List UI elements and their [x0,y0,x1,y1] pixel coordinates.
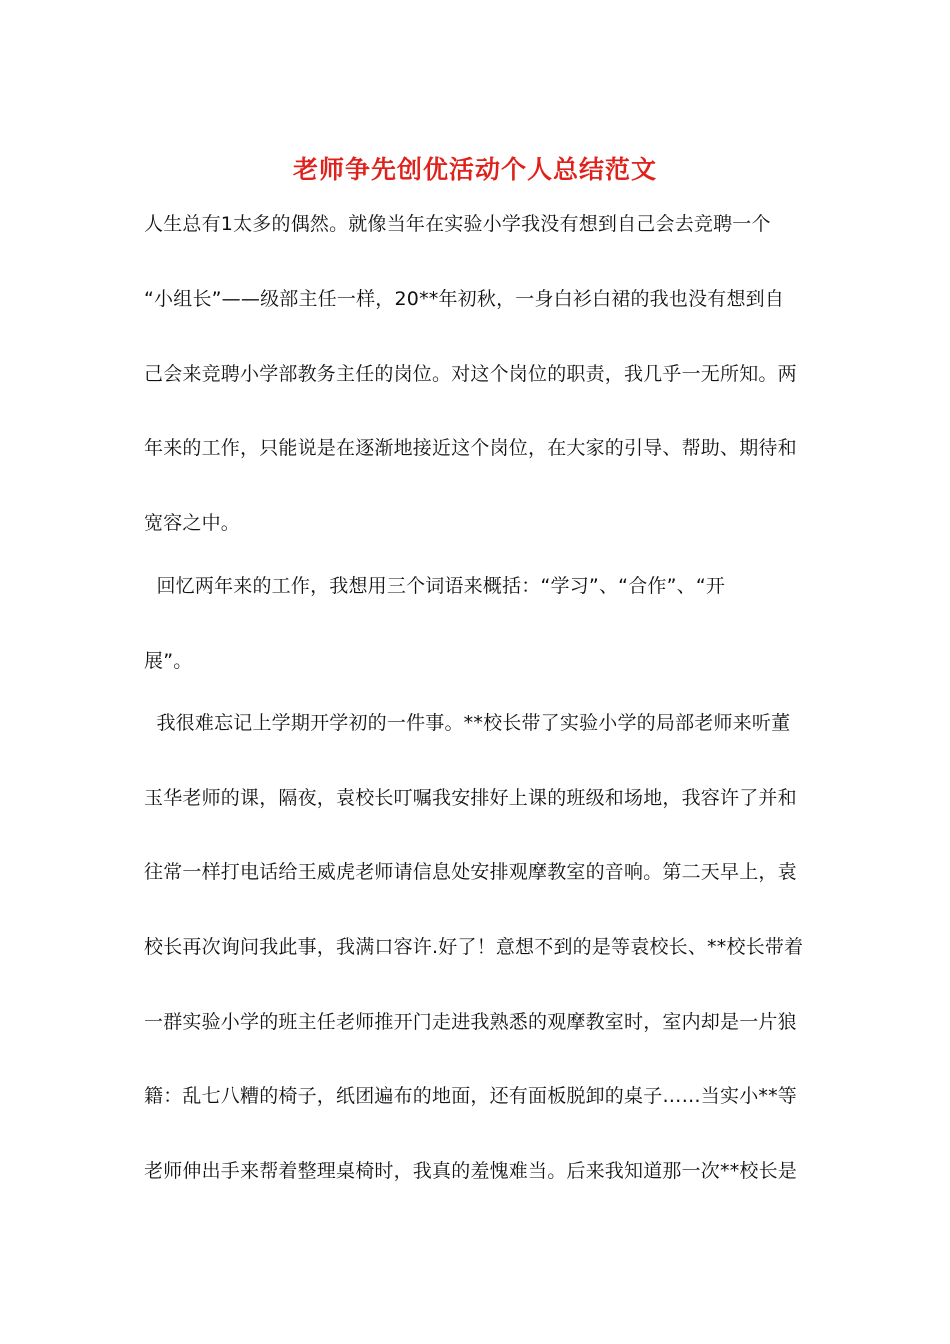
paragraph-line: 宽容之中。 [144,512,241,534]
paragraph-line: 校长再次询问我此事，我满口容许.好了！意想不到的是等袁校长、**校长带着 [144,936,804,958]
paragraph-line: 往常一样打电话给王威虎老师请信息处安排观摩教室的音响。第二天早上，袁 [144,861,797,883]
paragraph-line: 一群实验小学的班主任老师推开门走进我熟悉的观摩教室时，室内却是一片狼 [144,1011,797,1033]
paragraph-line: “小组长”——级部主任一样，20**年初秋，一身白衫白裙的我也没有想到自 [144,288,785,310]
paragraph-line: 人生总有1太多的偶然。就像当年在实验小学我没有想到自己会去竞聘一个 [144,213,771,235]
paragraph-line: 展”。 [144,650,193,672]
document-title: 老师争先创优活动个人总结范文 [292,155,657,184]
paragraph-line: 年来的工作，只能说是在逐渐地接近这个岗位，在大家的引导、帮助、期待和 [144,437,797,459]
paragraph-line: 己会来竞聘小学部教务主任的岗位。对这个岗位的职责，我几乎一无所知。两 [144,363,797,385]
paragraph-line: 老师伸出手来帮着整理桌椅时，我真的羞愧难当。后来我知道那一次**校长是 [144,1160,798,1182]
paragraph-line: 籍：乱七八糟的椅子，纸团遍布的地面，还有面板脱卸的桌子……当实小**等 [144,1085,798,1107]
paragraph-line: 玉华老师的课，隔夜，袁校长叮嘱我安排好上课的班级和场地，我容许了并和 [144,787,797,809]
paragraph-line: 我很难忘记上学期开学初的一件事。**校长带了实验小学的局部老师来听董 [144,712,791,734]
paragraph-line: 回忆两年来的工作，我想用三个词语来概括：“学习”、“合作”、“开 [144,575,726,597]
